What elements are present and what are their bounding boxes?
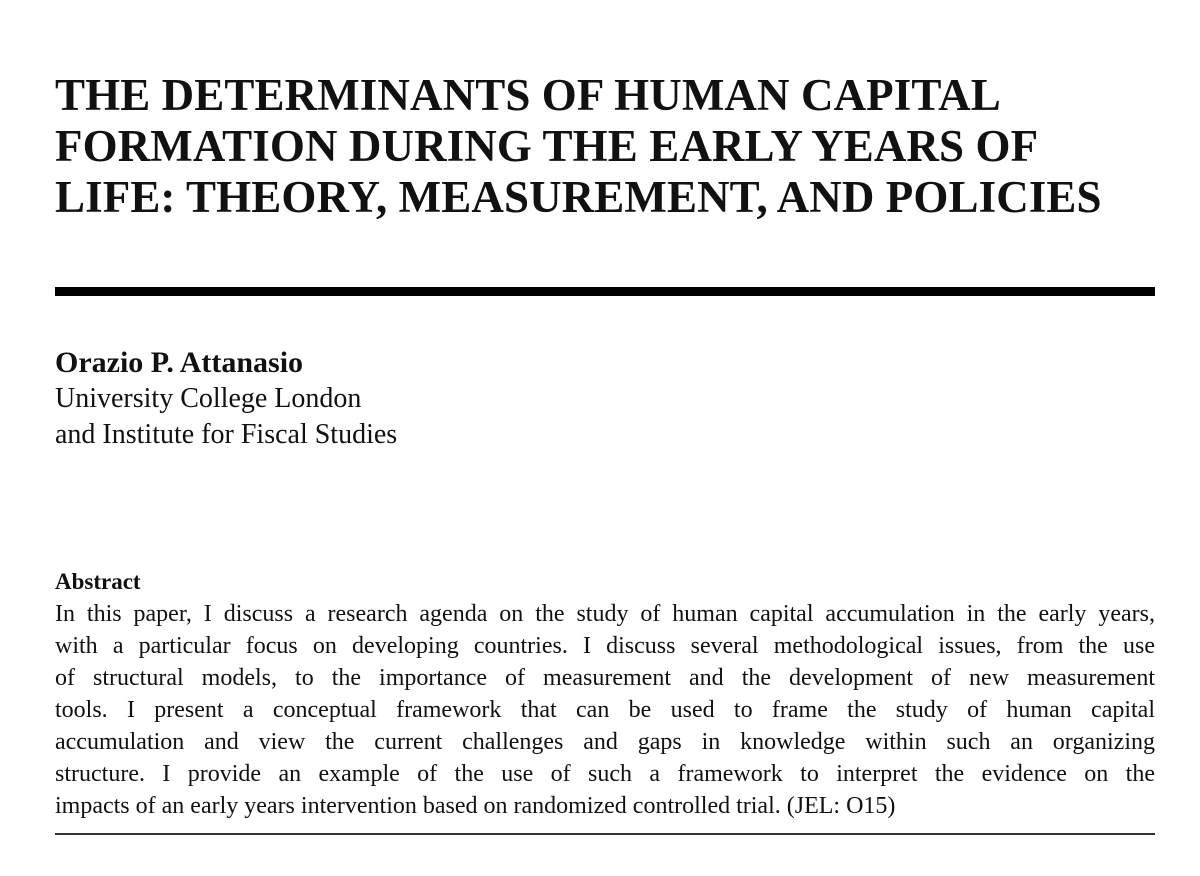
abstract-line: In this paper, I discuss a research agenda on the study of human capital accumulation in the early years, — [55, 601, 1155, 627]
title-line: THE DETERMINANTS OF HUMAN CAPITAL — [55, 70, 1001, 120]
author-name: Orazio P. Attanasio — [55, 346, 304, 379]
abstract-line: with a particular focus on developing countries. I discuss several methodological issues, from the use — [55, 633, 1155, 659]
abstract-divider — [55, 833, 1155, 835]
author-affiliation-line: University College London — [55, 383, 362, 414]
author-affiliation-line: and Institute for Fiscal Studies — [55, 419, 398, 450]
title-line: FORMATION DURING THE EARLY YEARS OF — [55, 121, 1039, 171]
author-block — [55, 345, 955, 453]
abstract-line: structure. I provide an example of the use of such a framework to interpret the evidence on the — [55, 761, 1155, 787]
paper-title — [55, 70, 1155, 223]
abstract-line: accumulation and view the current challenges and gaps in knowledge within such an organizing — [55, 729, 1155, 755]
title-line: LIFE: THEORY, MEASUREMENT, AND POLICIES — [55, 172, 1102, 222]
abstract-block — [55, 566, 1155, 822]
abstract-heading: Abstract — [55, 569, 141, 594]
abstract-line: impacts of an early years intervention based on randomized controlled trial. (JEL: O15) — [55, 793, 896, 819]
abstract-body — [55, 598, 1155, 822]
abstract-line: tools. I present a conceptual framework that can be used to frame the study of human capital — [55, 697, 1155, 723]
abstract-line: of structural models, to the importance of measurement and the development of new measurement — [55, 665, 1155, 691]
title-divider — [55, 287, 1155, 296]
paper-page — [55, 0, 1155, 876]
